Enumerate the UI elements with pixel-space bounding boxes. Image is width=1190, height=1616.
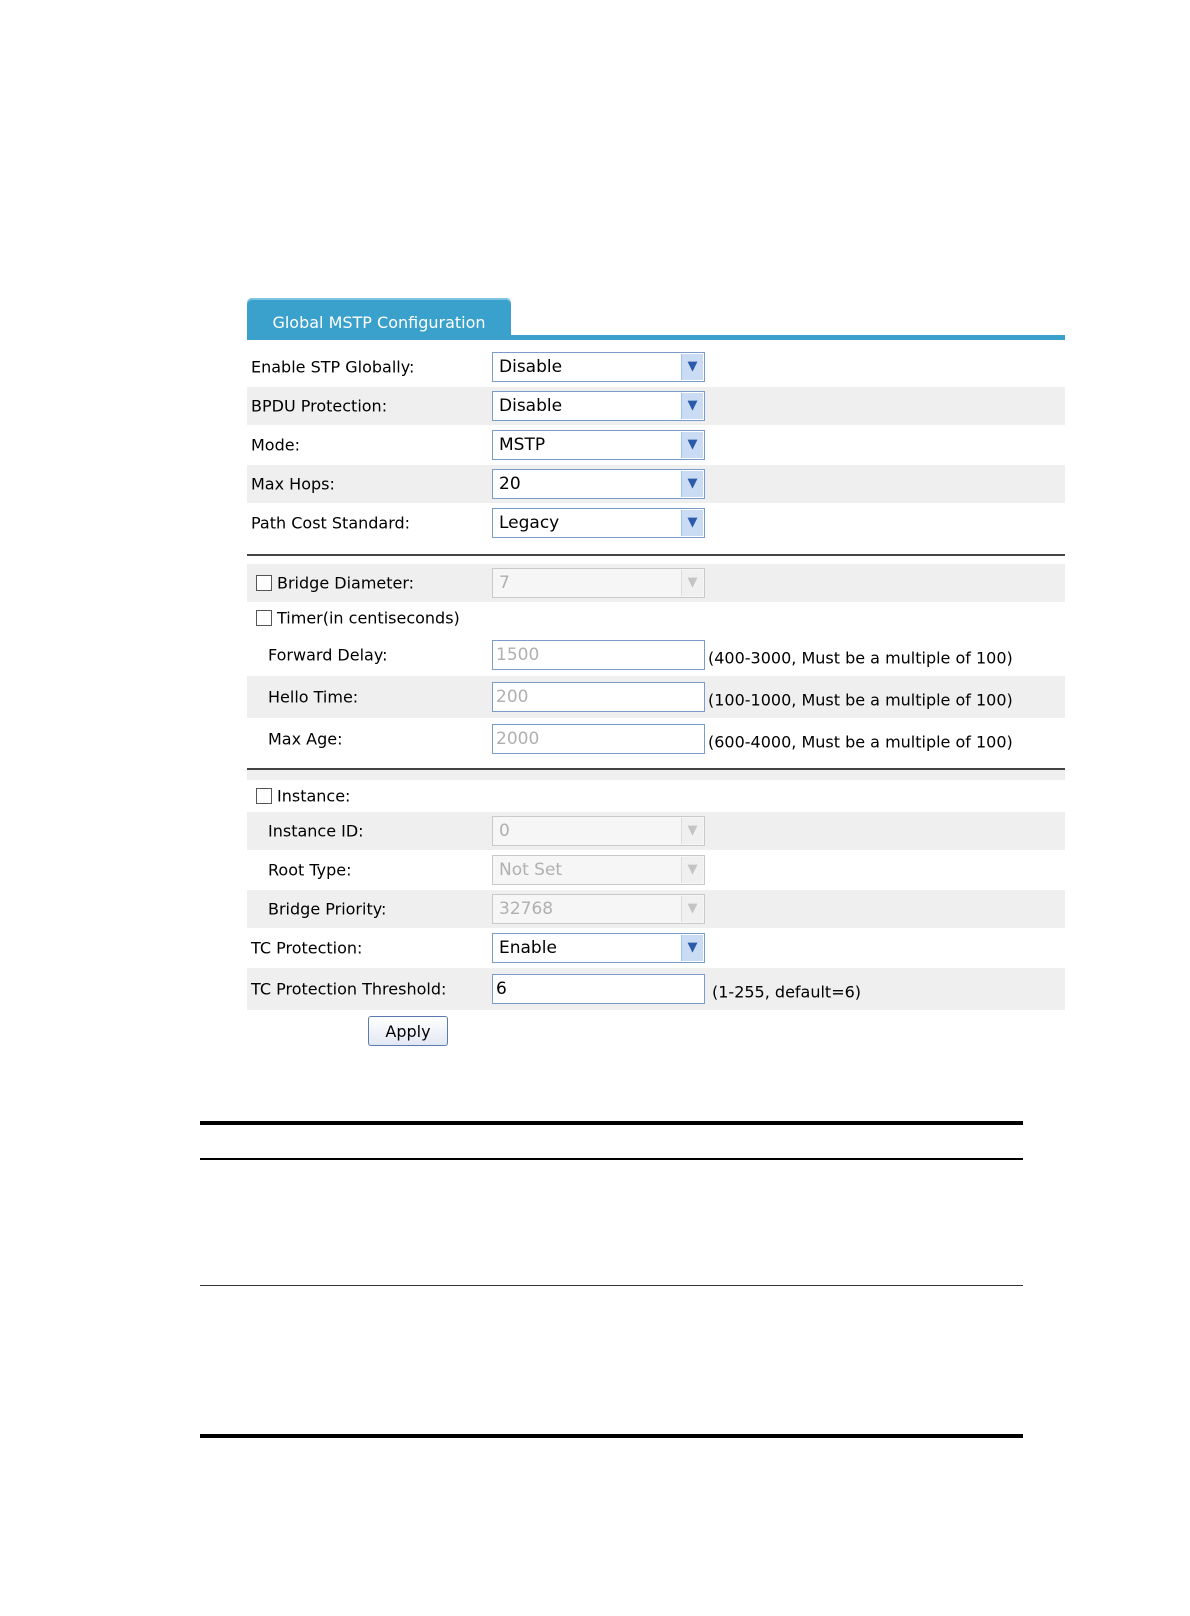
root-type-value: Not Set bbox=[499, 860, 563, 880]
bridge-priority-label: Bridge Priority: bbox=[268, 899, 387, 919]
tab-global-mstp-configuration[interactable]: Global MSTP Configuration bbox=[247, 298, 511, 340]
row-forward-delay bbox=[247, 634, 1065, 676]
chevron-down-icon[interactable]: ▼ bbox=[681, 570, 703, 596]
instance-checkbox[interactable] bbox=[256, 788, 272, 804]
row-max-hops bbox=[247, 465, 1065, 503]
table-bottom-rule bbox=[200, 1434, 1023, 1438]
enable-stp-label: Enable STP Globally: bbox=[251, 357, 415, 377]
path-cost-select[interactable] bbox=[492, 508, 705, 538]
table-row-rule bbox=[200, 1285, 1023, 1286]
timer-label: Timer(in centiseconds) bbox=[277, 608, 460, 628]
spacer-row bbox=[247, 770, 1065, 780]
root-type-label: Root Type: bbox=[268, 860, 352, 880]
forward-delay-hint: (400-3000, Must be a multiple of 100) bbox=[708, 648, 1013, 668]
tc-protection-value: Enable bbox=[499, 938, 557, 958]
row-path-cost-standard bbox=[247, 504, 1065, 542]
tc-threshold-input[interactable]: 6 bbox=[492, 974, 705, 1004]
row-root-type bbox=[247, 851, 1065, 889]
row-timer bbox=[247, 602, 1065, 634]
hello-time-label: Hello Time: bbox=[268, 687, 359, 707]
chevron-down-icon[interactable]: ▼ bbox=[681, 857, 703, 883]
row-enable-stp bbox=[247, 348, 1065, 386]
bridge-diameter-value: 7 bbox=[499, 573, 510, 593]
path-cost-value: Legacy bbox=[499, 513, 560, 533]
table-top-rule bbox=[200, 1121, 1023, 1125]
tc-protection-select[interactable] bbox=[492, 933, 705, 963]
mode-select[interactable] bbox=[492, 430, 705, 460]
max-age-hint: (600-4000, Must be a multiple of 100) bbox=[708, 732, 1013, 752]
row-instance-id bbox=[247, 812, 1065, 850]
mode-value: MSTP bbox=[499, 435, 546, 455]
chevron-down-icon[interactable]: ▼ bbox=[681, 432, 703, 458]
max-hops-select[interactable] bbox=[492, 469, 705, 499]
table-header-rule bbox=[200, 1158, 1023, 1160]
max-hops-value: 20 bbox=[499, 474, 521, 494]
path-cost-label: Path Cost Standard: bbox=[251, 513, 411, 533]
instance-label: Instance: bbox=[277, 786, 351, 806]
instance-id-label: Instance ID: bbox=[268, 821, 364, 841]
chevron-down-icon[interactable]: ▼ bbox=[681, 935, 703, 961]
chevron-down-icon[interactable]: ▼ bbox=[681, 896, 703, 922]
max-age-label: Max Age: bbox=[268, 729, 343, 749]
chevron-down-icon[interactable]: ▼ bbox=[681, 510, 703, 536]
row-tc-protection bbox=[247, 929, 1065, 967]
tab-underline bbox=[247, 335, 1065, 340]
hello-time-input[interactable]: 200 bbox=[492, 682, 705, 712]
bpdu-protection-select[interactable] bbox=[492, 391, 705, 421]
chevron-down-icon[interactable]: ▼ bbox=[681, 471, 703, 497]
max-age-input[interactable]: 2000 bbox=[492, 724, 705, 754]
instance-id-select[interactable] bbox=[492, 816, 705, 846]
forward-delay-label: Forward Delay: bbox=[268, 645, 388, 665]
bridge-diameter-select[interactable] bbox=[492, 568, 705, 598]
bridge-priority-value: 32768 bbox=[499, 899, 554, 919]
root-type-select[interactable] bbox=[492, 855, 705, 885]
row-instance bbox=[247, 780, 1065, 812]
forward-delay-input[interactable]: 1500 bbox=[492, 640, 705, 670]
bpdu-protection-label: BPDU Protection: bbox=[251, 396, 388, 416]
row-tc-threshold bbox=[247, 968, 1065, 1010]
row-bridge-diameter bbox=[247, 564, 1065, 602]
bridge-priority-select[interactable] bbox=[492, 894, 705, 924]
tc-threshold-label: TC Protection Threshold: bbox=[251, 979, 447, 999]
bpdu-protection-value: Disable bbox=[499, 396, 563, 416]
max-hops-label: Max Hops: bbox=[251, 474, 335, 494]
bridge-diameter-label: Bridge Diameter: bbox=[277, 573, 415, 593]
enable-stp-select[interactable] bbox=[492, 352, 705, 382]
chevron-down-icon[interactable]: ▼ bbox=[681, 354, 703, 380]
mode-label: Mode: bbox=[251, 435, 300, 455]
tc-protection-label: TC Protection: bbox=[251, 938, 363, 958]
bridge-diameter-checkbox[interactable] bbox=[256, 575, 272, 591]
apply-button[interactable]: Apply bbox=[368, 1016, 448, 1046]
timer-checkbox[interactable] bbox=[256, 610, 272, 626]
hello-time-hint: (100-1000, Must be a multiple of 100) bbox=[708, 690, 1013, 710]
instance-id-value: 0 bbox=[499, 821, 510, 841]
chevron-down-icon[interactable]: ▼ bbox=[681, 818, 703, 844]
row-bridge-priority bbox=[247, 890, 1065, 928]
enable-stp-value: Disable bbox=[499, 357, 563, 377]
tc-threshold-hint: (1-255, default=6) bbox=[712, 982, 862, 1002]
row-bpdu-protection bbox=[247, 387, 1065, 425]
row-mode bbox=[247, 426, 1065, 464]
chevron-down-icon[interactable]: ▼ bbox=[681, 393, 703, 419]
row-max-age bbox=[247, 718, 1065, 760]
row-hello-time bbox=[247, 676, 1065, 718]
section-divider bbox=[247, 554, 1065, 556]
